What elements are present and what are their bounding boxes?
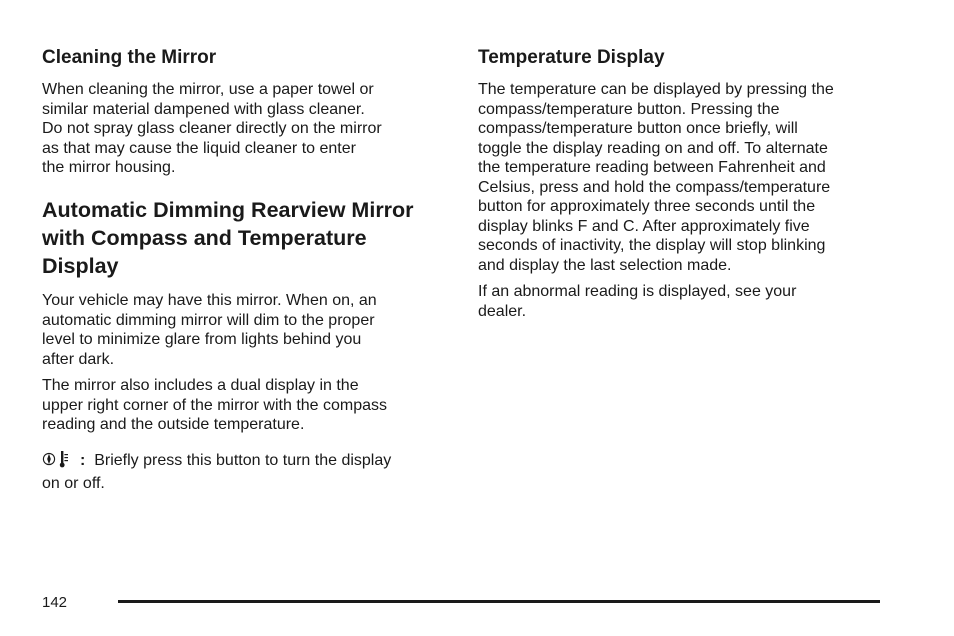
button-note-paragraph — [42, 450, 391, 493]
temperature-display-heading: Temperature Display — [478, 47, 665, 68]
cleaning-mirror-heading: Cleaning the Mirror — [42, 47, 217, 68]
text-line: The mirror also includes a dual display in the — [42, 377, 359, 394]
cleaning-mirror-paragraph — [42, 80, 382, 178]
heading-line: with Compass and Temperature — [42, 226, 367, 250]
button-note-line — [42, 450, 391, 474]
text-line: toggle the display reading on and off. To alternate — [478, 139, 828, 157]
temperature-paragraph-2 — [478, 282, 796, 321]
button-note-text: Briefly press this button to turn the display — [94, 452, 392, 469]
text-line: button for approximately three seconds until the — [478, 198, 816, 215]
text-line: similar material dampened with glass cleaner. — [42, 100, 365, 118]
text-line: dealer. — [478, 302, 527, 320]
text-line: and display the last selection made. — [478, 256, 732, 274]
text-line: as that may cause the liquid cleaner to enter — [42, 139, 356, 157]
text-line: the temperature reading between Fahrenheit and — [478, 159, 826, 176]
auto-dimming-paragraph-1 — [42, 291, 377, 369]
text-line: reading and the outside temperature. — [42, 416, 305, 433]
text-line: Your vehicle may have this mirror. When on, an — [42, 292, 377, 309]
text-line: after dark. — [42, 350, 115, 368]
compass-temperature-icon — [42, 450, 76, 474]
heading-line: Automatic Dimming Rearview Mirror — [42, 198, 414, 222]
text-line: When cleaning the mirror, use a paper towel or — [42, 81, 374, 98]
text-line: on or off. — [42, 474, 105, 492]
text-line: If an abnormal reading is displayed, see your — [478, 283, 797, 300]
text-line: level to minimize glare from lights behind you — [42, 331, 362, 348]
auto-dimming-paragraph-2 — [42, 376, 387, 435]
text-line: the mirror housing. — [42, 159, 176, 176]
page-number: 142 — [42, 594, 68, 611]
text-line: Do not spray glass cleaner directly on the mirror — [42, 120, 382, 137]
footer-rule — [118, 600, 880, 603]
text-line: seconds of inactivity, the display will stop blinking — [478, 237, 826, 254]
text-line: Celsius, press and hold the compass/temperature — [478, 178, 831, 196]
text-line: upper right corner of the mirror with the compass — [42, 396, 388, 414]
auto-dimming-heading — [42, 196, 452, 280]
text-line: compass/temperature button once briefly, will — [478, 120, 798, 137]
temperature-paragraph-1 — [478, 80, 834, 275]
text-line: automatic dimming mirror will dim to the proper — [42, 311, 375, 329]
text-line: display blinks F and C. After approximately five — [478, 217, 810, 235]
text-line: compass/temperature button. Pressing the — [478, 100, 780, 118]
heading-line: Display — [42, 254, 119, 278]
icon-colon: : — [80, 452, 86, 469]
text-line: The temperature can be displayed by pressing the — [478, 81, 834, 98]
